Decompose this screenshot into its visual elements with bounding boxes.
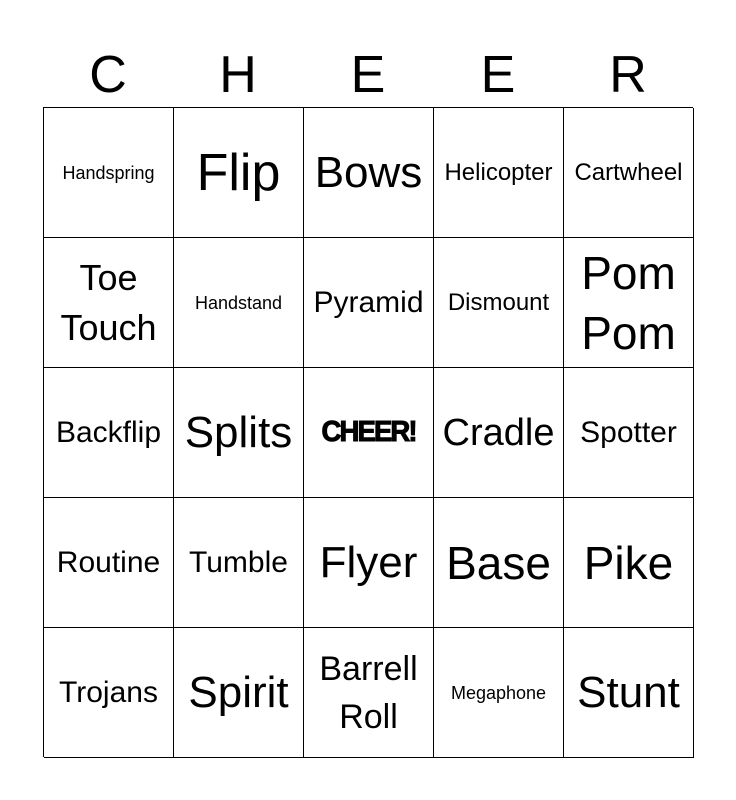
cell-label: Routine	[56, 545, 161, 579]
bingo-cell-barrell-roll[interactable]	[304, 628, 434, 758]
cell-label: Tumble	[189, 545, 288, 579]
cell-label: Spirit	[188, 667, 289, 717]
cell-label: Flip	[196, 143, 281, 202]
bingo-cell-splits[interactable]	[174, 368, 304, 498]
cell-label: Backflip	[55, 415, 162, 449]
bingo-cell-stunt[interactable]	[564, 628, 694, 758]
cell-label: Helicopter	[444, 158, 553, 186]
bingo-cell-tumble[interactable]	[174, 498, 304, 628]
bingo-cell-pike[interactable]	[564, 498, 694, 628]
header-letter-r: R	[609, 46, 647, 104]
bingo-cell-free-space[interactable]	[304, 368, 434, 498]
bingo-grid	[43, 107, 693, 757]
bingo-cell-bows[interactable]	[304, 108, 434, 238]
bingo-cell-backflip[interactable]	[44, 368, 174, 498]
cell-label: Pom Pom	[581, 246, 676, 359]
header-letter-e1: E	[350, 46, 386, 104]
header-letter-h: H	[219, 46, 257, 104]
bingo-cell-megaphone[interactable]	[434, 628, 564, 758]
cell-label: Flyer	[319, 537, 418, 587]
bingo-header	[43, 44, 693, 106]
bingo-cell-routine[interactable]	[44, 498, 174, 628]
cell-label: Pike	[583, 536, 674, 589]
cell-label: Splits	[184, 407, 293, 457]
bingo-cell-spirit[interactable]	[174, 628, 304, 758]
cell-label: Cradle	[442, 411, 555, 454]
bingo-cell-cartwheel[interactable]	[564, 108, 694, 238]
cell-label: Handstand	[194, 292, 283, 313]
cell-label: Bows	[314, 147, 423, 197]
cell-label: Toe Touch	[60, 256, 157, 348]
bingo-cell-pyramid[interactable]	[304, 238, 434, 368]
cell-label: Trojans	[59, 675, 158, 709]
cell-label: Stunt	[577, 667, 680, 717]
cell-label: Megaphone	[450, 682, 547, 703]
bingo-cell-flyer[interactable]	[304, 498, 434, 628]
bingo-cell-dismount[interactable]	[434, 238, 564, 368]
cell-label: Handspring	[62, 162, 155, 183]
free-space-logo: CHEER!	[321, 416, 416, 448]
cell-label: Base	[446, 536, 551, 589]
cell-label: Barrell Roll	[319, 649, 418, 736]
bingo-cell-helicopter[interactable]	[434, 108, 564, 238]
cell-label: Cartwheel	[574, 158, 683, 186]
bingo-cell-handstand[interactable]	[174, 238, 304, 368]
bingo-cell-trojans[interactable]	[44, 628, 174, 758]
header-letter-e2: E	[480, 46, 516, 104]
bingo-cell-cradle[interactable]	[434, 368, 564, 498]
bingo-cell-toe-touch[interactable]	[44, 238, 174, 368]
bingo-cell-base[interactable]	[434, 498, 564, 628]
bingo-cell-pom-pom[interactable]	[564, 238, 694, 368]
bingo-cell-spotter[interactable]	[564, 368, 694, 498]
cell-label: Dismount	[447, 288, 550, 316]
bingo-cell-flip[interactable]	[174, 108, 304, 238]
cell-label: Pyramid	[313, 285, 424, 319]
cell-label: Spotter	[580, 415, 677, 449]
bingo-cell-handspring[interactable]	[44, 108, 174, 238]
header-letter-c: C	[89, 46, 127, 104]
